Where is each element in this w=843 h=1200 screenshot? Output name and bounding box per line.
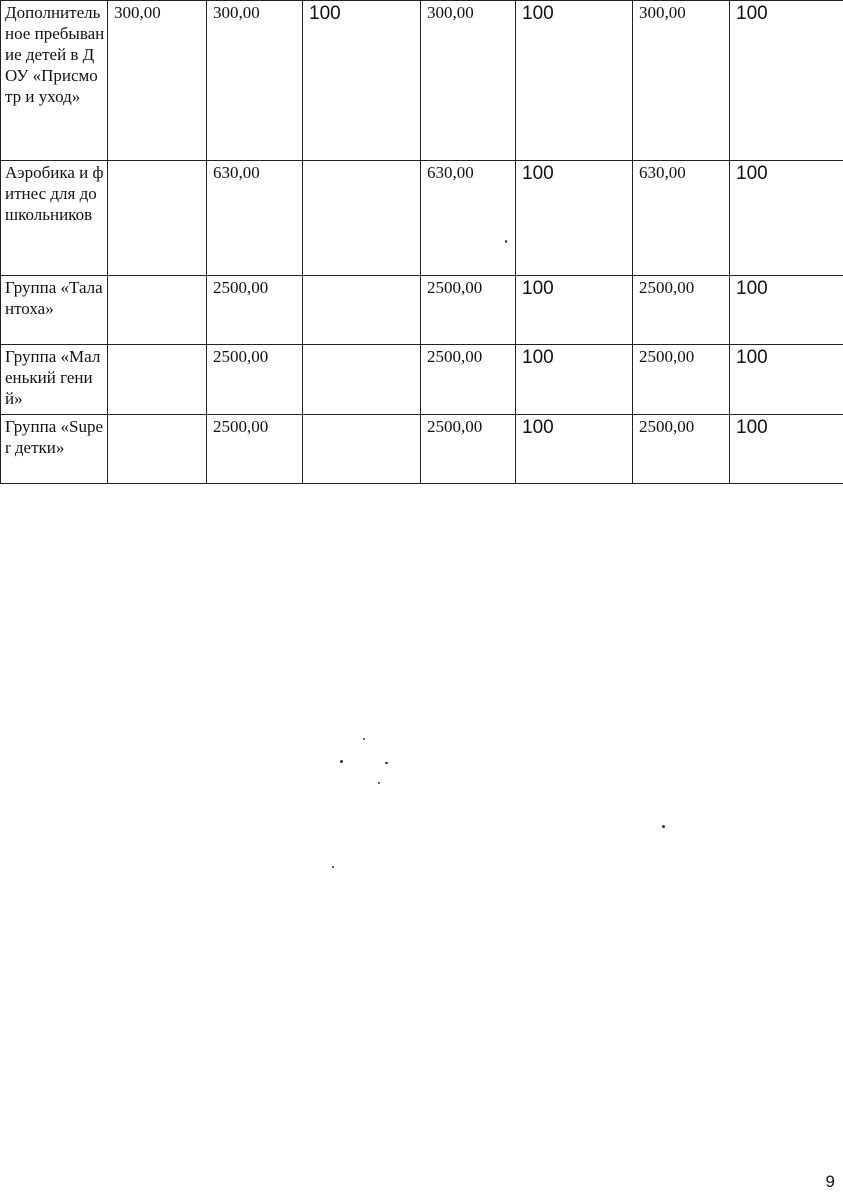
service-name-cell: Группа «Талантоха» (1, 276, 108, 345)
scan-speck (385, 762, 388, 764)
percent-cell: 100 (730, 161, 843, 276)
value-cell: 2500,00 (633, 276, 730, 345)
table-row (1, 345, 843, 415)
percent-cell: 100 (516, 161, 633, 276)
value-cell: 2500,00 (633, 415, 730, 484)
scan-speck (505, 240, 507, 243)
percent-cell: 100 (730, 415, 843, 484)
value-cell: 300,00 (108, 1, 207, 161)
percent-cell: 100 (303, 1, 421, 161)
service-name-cell: Дополнительное пребывание детей в ДОУ «Присмотр и уход» (1, 1, 108, 161)
percent-cell: 100 (516, 345, 633, 415)
percent-cell: 100 (516, 276, 633, 345)
value-cell (108, 276, 207, 345)
value-cell (108, 415, 207, 484)
value-cell: 2500,00 (421, 345, 516, 415)
value-cell: 300,00 (633, 1, 730, 161)
value-cell: 300,00 (207, 1, 303, 161)
service-name-cell: Группа «Маленький гений» (1, 345, 108, 415)
scan-speck (340, 760, 343, 763)
value-cell (108, 345, 207, 415)
percent-cell: 100 (730, 276, 843, 345)
value-cell (108, 161, 207, 276)
value-cell: 2500,00 (207, 276, 303, 345)
service-name-cell: Группа «Super детки» (1, 415, 108, 484)
value-cell: 2500,00 (421, 276, 516, 345)
value-cell: 630,00 (421, 161, 516, 276)
table-row (1, 276, 843, 345)
value-cell: 2500,00 (207, 415, 303, 484)
value-cell: 2500,00 (633, 345, 730, 415)
percent-cell (303, 276, 421, 345)
percent-cell: 100 (730, 1, 843, 161)
service-name-cell: Аэробика и фитнес для дошкольников (1, 161, 108, 276)
page-number: 9 (825, 1172, 835, 1191)
value-cell: 630,00 (207, 161, 303, 276)
value-cell: 630,00 (633, 161, 730, 276)
services-table (0, 0, 843, 484)
table-row (1, 415, 843, 484)
value-cell: 300,00 (421, 1, 516, 161)
table-row (1, 1, 843, 161)
percent-cell: 100 (516, 415, 633, 484)
scan-speck (363, 738, 365, 740)
value-cell: 2500,00 (207, 345, 303, 415)
percent-cell (303, 345, 421, 415)
scan-speck (662, 825, 665, 828)
value-cell: 2500,00 (421, 415, 516, 484)
percent-cell: 100 (730, 345, 843, 415)
table-row (1, 161, 843, 276)
percent-cell (303, 415, 421, 484)
scan-speck (332, 866, 334, 868)
scan-speck (378, 782, 380, 784)
percent-cell (303, 161, 421, 276)
percent-cell: 100 (516, 1, 633, 161)
